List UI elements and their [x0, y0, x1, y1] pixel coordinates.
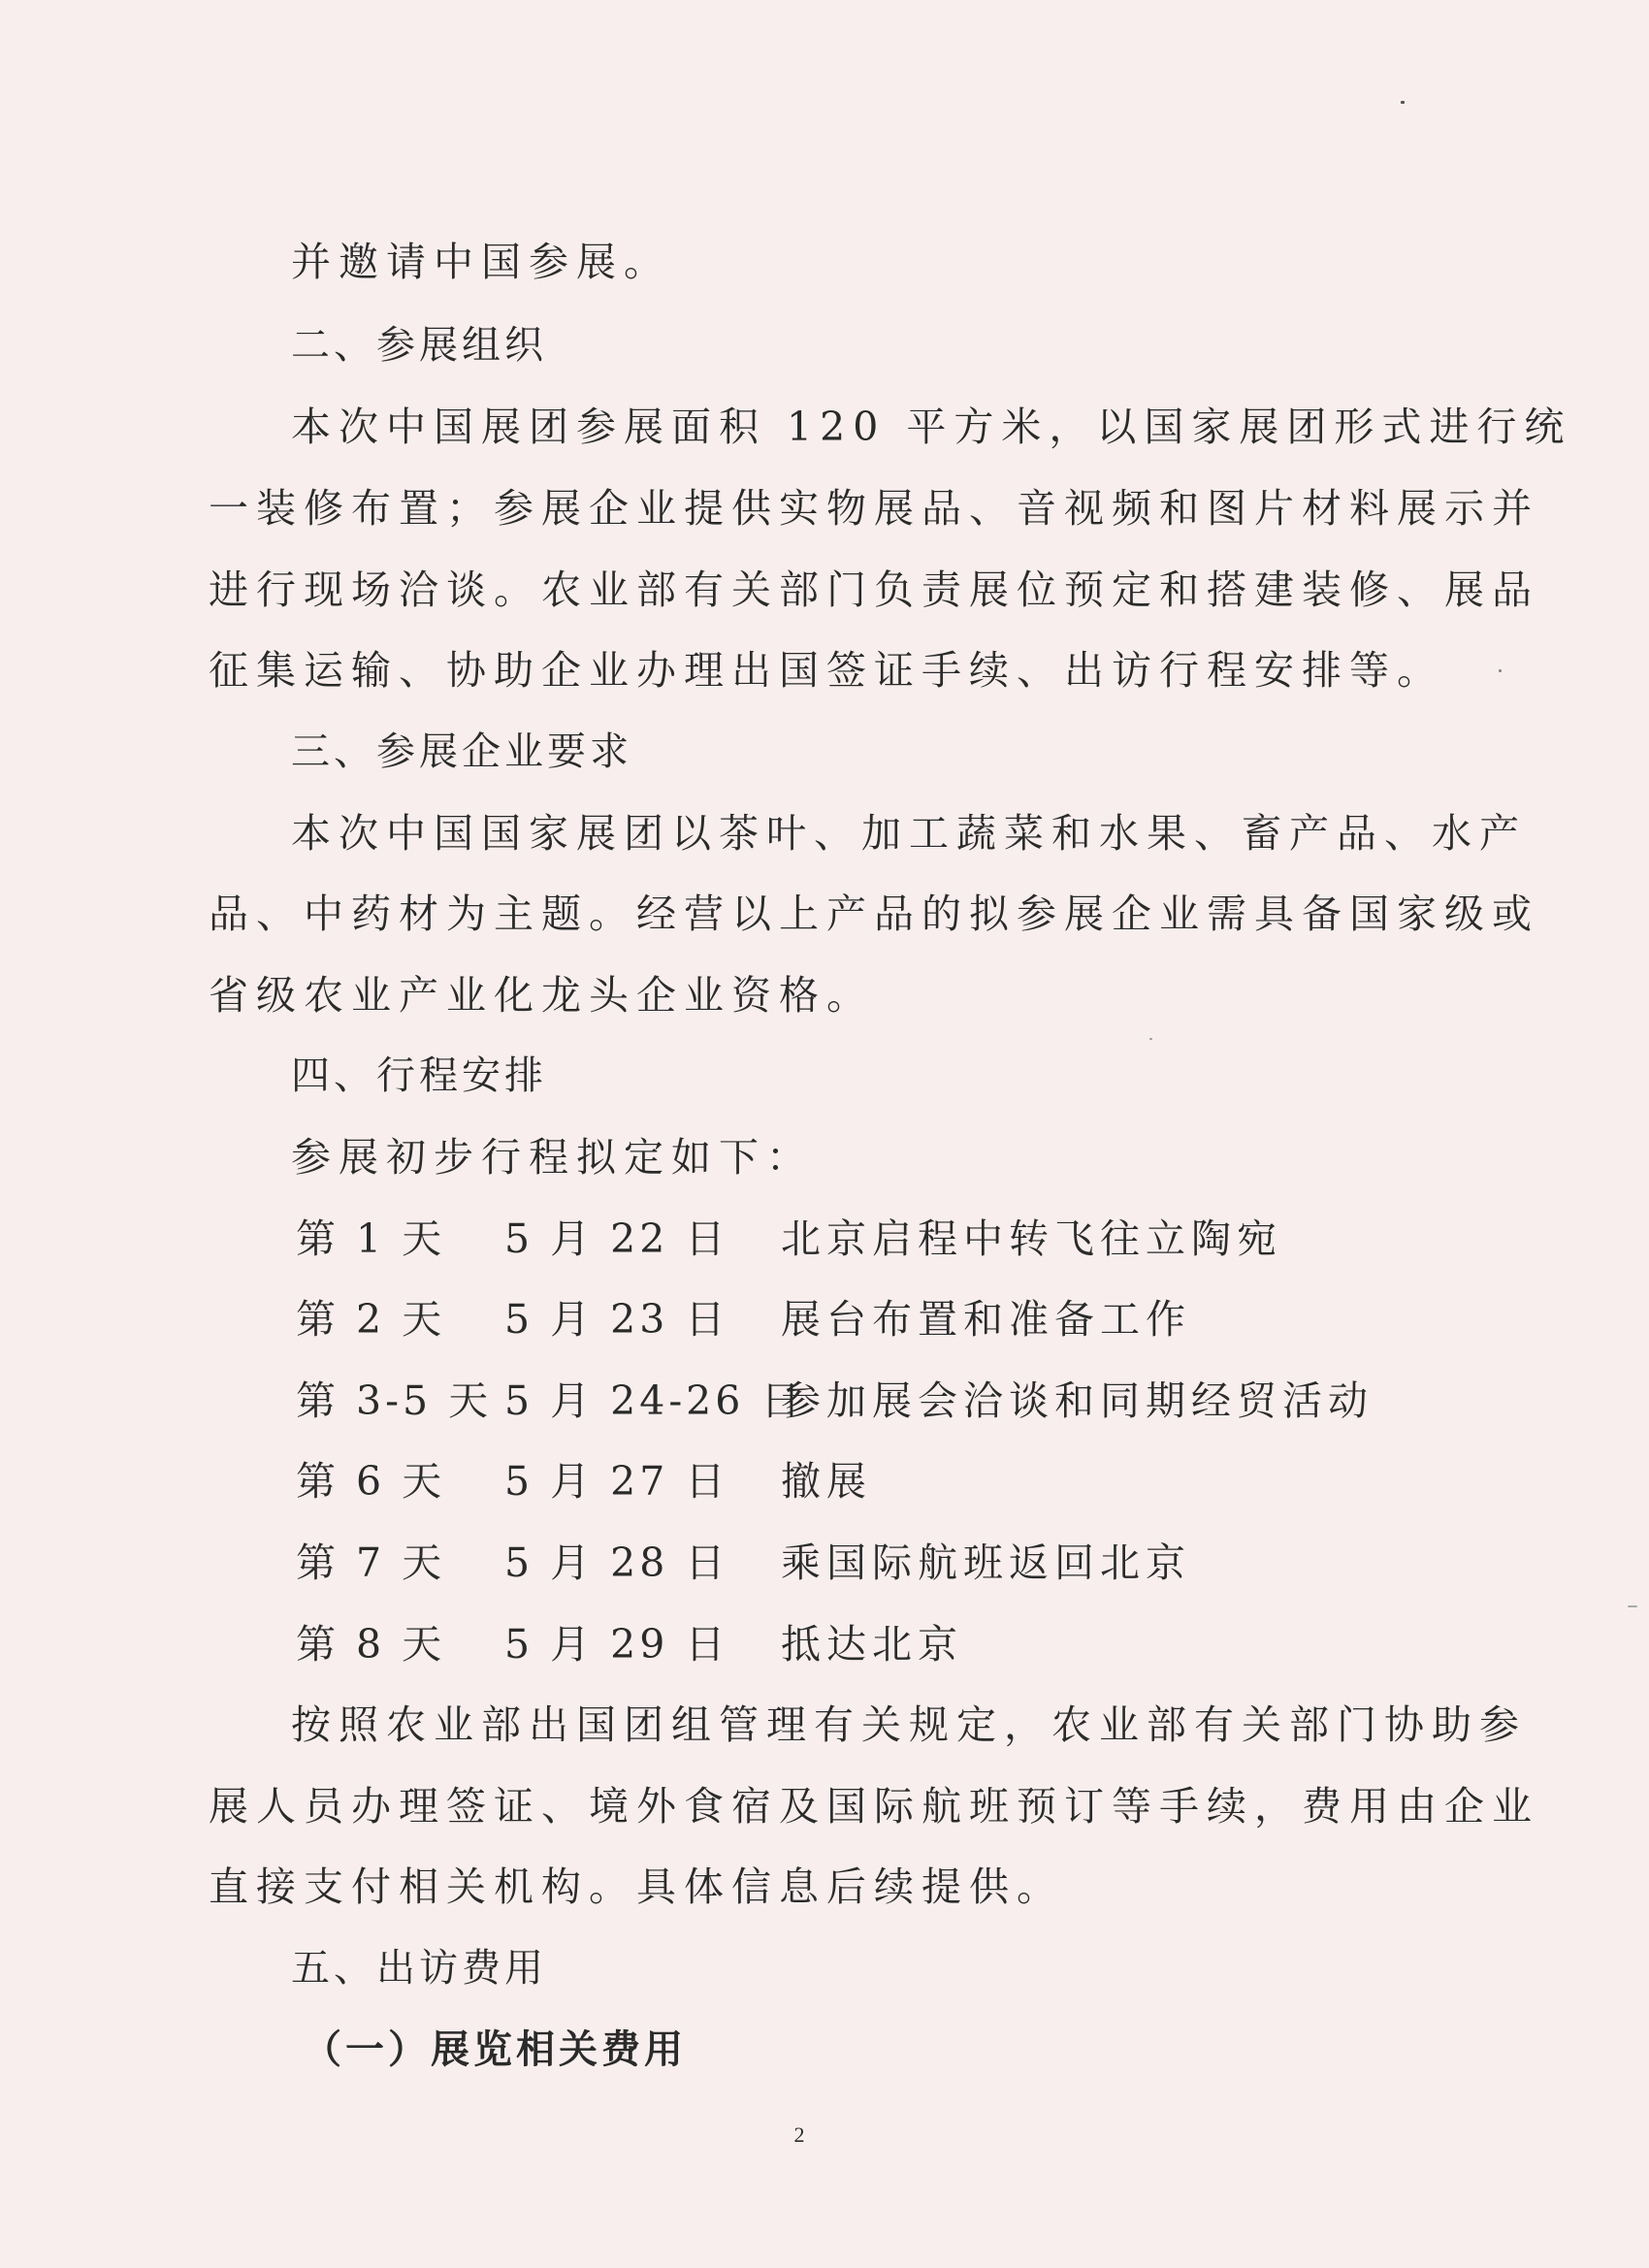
schedule-date: 5 月 24-26 日 — [504, 1377, 805, 1424]
schedule-day: 第 8 天 — [296, 1621, 446, 1668]
scan-speck — [1401, 101, 1405, 104]
paragraph-line: 征集运输、协助企业办理出国签证手续、出访行程安排等。 — [209, 647, 1444, 694]
paragraph-line: 直接支付相关机构。具体信息后续提供。 — [209, 1863, 1064, 1910]
schedule-activity: 参加展会洽谈和同期经贸活动 — [781, 1377, 1374, 1424]
paragraph-line: 省级农业产业化龙头企业资格。 — [209, 972, 874, 1019]
schedule-row — [296, 1452, 1363, 1510]
schedule-date: 5 月 29 日 — [504, 1621, 729, 1668]
schedule-day: 第 7 天 — [296, 1539, 446, 1586]
paragraph-line: 进行现场洽谈。农业部有关部门负责展位预定和搭建装修、展品 — [209, 567, 1539, 613]
paragraph-line: 展人员办理签证、境外食宿及国际航班预订等手续，费用由企业 — [209, 1783, 1539, 1830]
schedule-row — [296, 1372, 1374, 1430]
scan-speck — [1628, 1605, 1637, 1607]
schedule-activity: 抵达北京 — [781, 1621, 963, 1668]
schedule-row — [296, 1290, 1363, 1348]
schedule-day: 第 2 天 — [296, 1296, 446, 1343]
paragraph-line: 按照农业部出国团组管理有关规定，农业部有关部门协助参 — [291, 1701, 1527, 1748]
section-heading-3: 三、参展企业要求 — [291, 729, 632, 774]
subsection-heading: （一）展览相关费用 — [303, 2026, 687, 2072]
schedule-day: 第 6 天 — [296, 1458, 446, 1505]
schedule-activity: 展台布置和准备工作 — [781, 1296, 1191, 1343]
paragraph-line: 本次中国国家展团以茶叶、加工蔬菜和水果、畜产品、水产 — [291, 810, 1527, 857]
schedule-day: 第 3-5 天 — [296, 1377, 493, 1424]
paragraph-line: 参展初步行程拟定如下： — [291, 1134, 814, 1181]
schedule-date: 5 月 22 日 — [504, 1215, 729, 1262]
paragraph-line: 本次中国展团参展面积 120 平方米，以国家展团形式进行统 — [291, 404, 1572, 450]
paragraph-line: 并邀请中国参展。 — [291, 239, 671, 285]
schedule-date: 5 月 23 日 — [504, 1296, 729, 1343]
schedule-date: 5 月 28 日 — [504, 1539, 729, 1586]
schedule-activity: 撤展 — [781, 1458, 872, 1505]
section-heading-2: 二、参展组织 — [291, 323, 547, 368]
paragraph-line: 一装修布置；参展企业提供实物展品、音视频和图片材料展示并 — [209, 485, 1539, 532]
schedule-row — [296, 1534, 1363, 1592]
schedule-row — [296, 1210, 1363, 1268]
scan-speck — [1499, 669, 1502, 672]
section-heading-4: 四、行程安排 — [291, 1053, 547, 1098]
scan-speck — [1149, 1038, 1152, 1040]
schedule-activity: 乘国际航班返回北京 — [781, 1539, 1191, 1586]
schedule-row — [296, 1615, 1363, 1673]
schedule-day: 第 1 天 — [296, 1215, 446, 1262]
paragraph-line: 品、中药材为主题。经营以上产品的拟参展企业需具备国家级或 — [209, 891, 1539, 937]
page-number: 2 — [793, 2122, 805, 2147]
section-heading-5: 五、出访费用 — [291, 1946, 547, 1991]
schedule-activity: 北京启程中转飞往立陶宛 — [781, 1215, 1282, 1262]
schedule-date: 5 月 27 日 — [504, 1458, 729, 1505]
